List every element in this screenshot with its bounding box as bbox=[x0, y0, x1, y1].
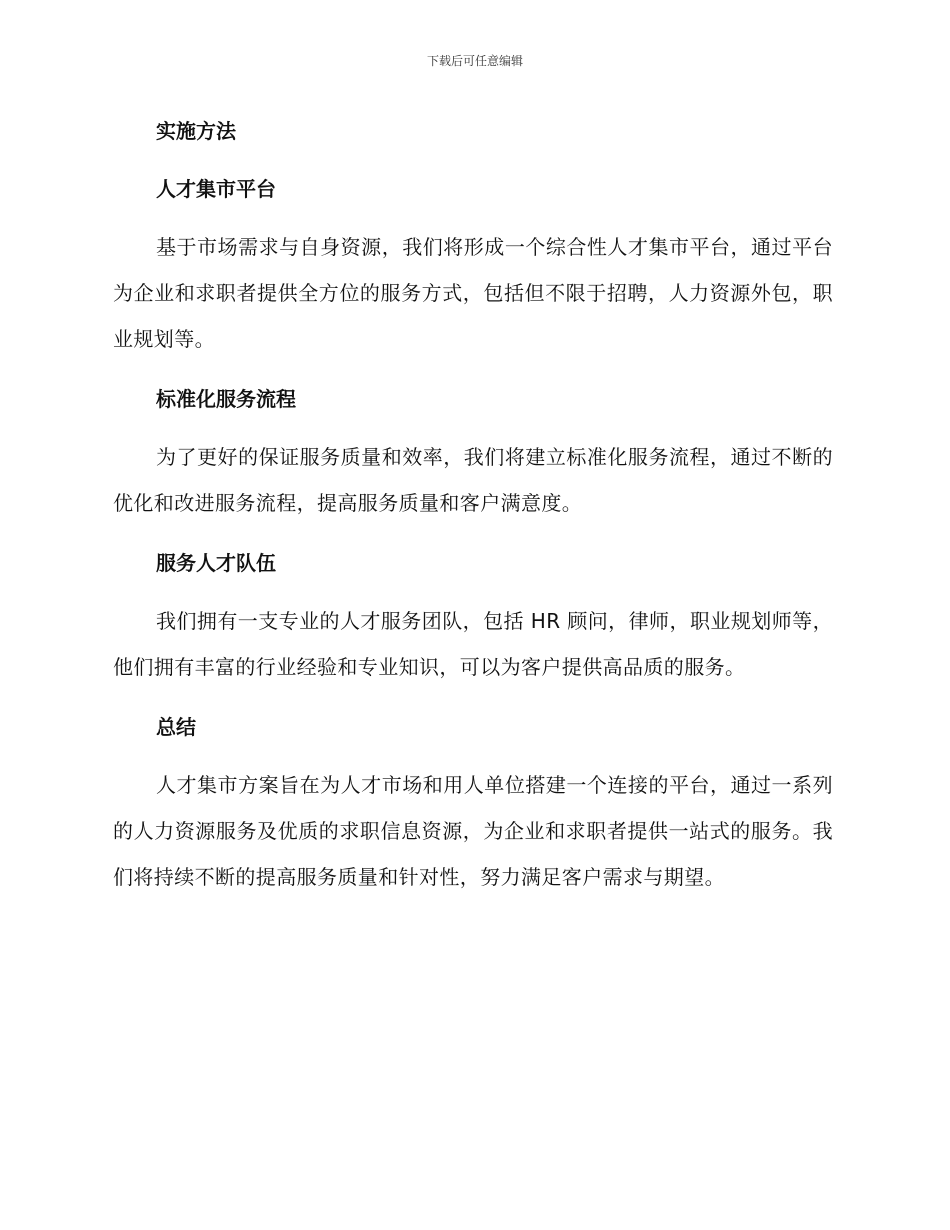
paragraph-summary: 人才集市方案旨在为人才市场和用人单位搭建一个连接的平台，通过一系列的人力资源服务及优质的求职信息资源，为企业和求职者提供一站式的服务。我们将持续不断的提高服务质量和针对性，努力满足客户需求与期望。 bbox=[113, 773, 833, 889]
heading-summary: 总结 bbox=[156, 715, 196, 739]
header-note: 下载后可任意编辑 bbox=[426, 54, 523, 68]
paragraph-process: 为了更好的保证服务质量和效率，我们将建立标准化服务流程，通过不断的优化和改进服务流程，提高服务质量和客户满意度。 bbox=[113, 445, 833, 515]
paragraph-platform: 基于市场需求与自身资源，我们将形成一个综合性人才集市平台，通过平台为企业和求职者提供全方位的服务方式，包括但不限于招聘，人力资源外包，职业规划等。 bbox=[113, 235, 833, 351]
heading-method: 实施方法 bbox=[156, 119, 236, 143]
heading-process: 标准化服务流程 bbox=[156, 387, 296, 411]
document-body bbox=[113, 108, 833, 914]
heading-platform: 人才集市平台 bbox=[156, 177, 276, 201]
heading-team: 服务人才队伍 bbox=[156, 551, 276, 575]
paragraph-team: 我们拥有一支专业的人才服务团队，包括 HR 顾问，律师，职业规划师等，他们拥有丰富的行业经验和专业知识，可以为客户提供高品质的服务。 bbox=[113, 609, 833, 679]
